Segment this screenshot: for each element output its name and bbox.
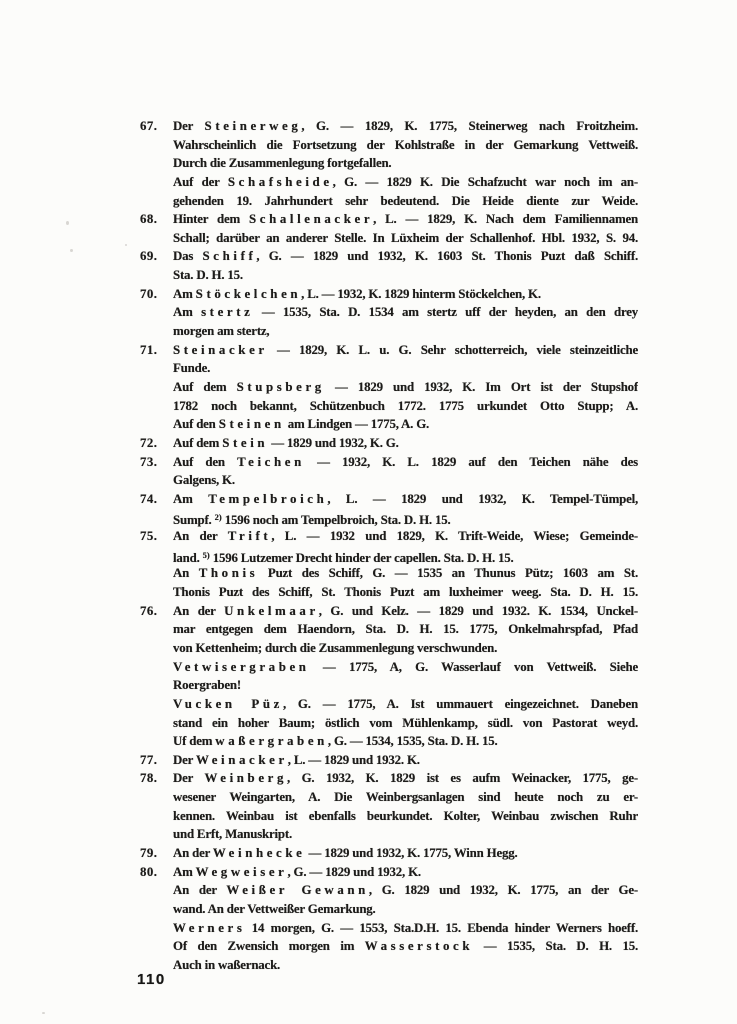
text-line (173, 546, 638, 565)
entry-body (173, 247, 638, 284)
text-segment: Der (173, 752, 196, 767)
text-segment: Sumpf. (173, 513, 215, 528)
text-line (173, 285, 638, 304)
text-segment: am Lindgen — 1775, A. G. (284, 417, 430, 432)
text-segment: land. (173, 550, 203, 565)
text-segment: Hinter dem (173, 212, 250, 227)
text-segment: An der (173, 603, 225, 618)
text-segment: Auch in waßernack. (173, 957, 281, 972)
text-line (173, 583, 638, 602)
text-segment: 14 morgen, G. — 1553, Sta.D.H. 15. Ebenda hinder Werners hoeff. (245, 920, 638, 935)
entry-body (173, 490, 638, 527)
place-name: Stupsberg (236, 379, 325, 394)
entry-body (173, 210, 638, 247)
entry-number: 80. (140, 864, 158, 879)
text-line (173, 415, 638, 434)
entry-number: 75. (140, 529, 158, 544)
place-name: Schallenacker (249, 212, 374, 227)
text-line (173, 937, 638, 956)
scan-speck (66, 221, 69, 225)
entry (140, 341, 638, 434)
text-segment: , L. — 1932, K. 1829 hinterm Stöckelchen, K. (301, 286, 541, 301)
text-segment: stand ein hoher Baum; östlich vom Mühlenkamp, südl. von Pastorat weyd. (173, 715, 638, 730)
entry (140, 117, 638, 210)
text-line (173, 751, 638, 770)
entry-number: 79. (140, 846, 158, 861)
text-segment: — 1829, K. L. u. G. Sehr schotterreich, viele steinzeitliche (267, 342, 638, 357)
text-segment: 1782 noch bekannt, Schützenbuch 1772. 1775 urkundet Otto Stupp; A. (173, 398, 638, 413)
text-segment: kennen. Weinbau ist ebenfalls beurkundet. Kolter, Weinbau zwischen Ruhr (173, 808, 638, 823)
place-name: waßergraben (215, 734, 328, 749)
entry (140, 844, 638, 863)
text-segment: , G. — 1775, A. Ist ummauert eingezeichnet. Daneben (282, 696, 638, 711)
scan-speck (125, 244, 127, 246)
entry (140, 453, 638, 490)
place-name: Vucken Püz (173, 696, 283, 711)
text-segment: Das (173, 249, 203, 264)
text-segment: , L. — 1932 und 1829, K. Trift-Weide, Wiese; Gemeinde- (271, 529, 638, 544)
place-name: Steinerweg (204, 119, 302, 133)
text-line (173, 266, 638, 285)
text-line (173, 620, 638, 639)
entry (140, 490, 638, 527)
entry-body (173, 434, 638, 453)
text-segment: Uf dem (173, 734, 216, 749)
entry (140, 210, 638, 247)
text-line (173, 471, 638, 490)
text-segment: Am (173, 286, 196, 301)
entry (140, 527, 638, 602)
text-segment: — 1775, A, G. Wasserlauf von Vettweiß. Siehe (309, 659, 638, 674)
text-segment: wand. An der Vettweißer Gemarkung. (173, 901, 376, 916)
text-segment: An der (173, 529, 228, 544)
text-segment: von Kettenheim; durch die Zusammenlegung verschwunden. (173, 640, 498, 655)
text-segment: , G. und Kelz. — 1829 und 1932. K. 1534, Unckel- (318, 603, 638, 618)
text-segment: und Erft, Manuskript. (173, 827, 293, 842)
text-line (173, 863, 638, 882)
text-line (173, 303, 638, 322)
text-line (173, 714, 638, 733)
place-name: Werners (173, 920, 246, 935)
text-line (173, 322, 638, 341)
place-name: Weinhecke (212, 846, 306, 861)
entries-list (140, 117, 638, 975)
text-line (173, 434, 638, 453)
text-line (173, 881, 638, 900)
text-segment: Am (173, 491, 209, 506)
entry-body (173, 453, 638, 490)
entry-body (173, 863, 638, 975)
text-segment: Auf den (173, 417, 219, 432)
text-line (173, 192, 638, 211)
text-line (173, 154, 638, 173)
text-line (173, 341, 638, 360)
text-segment: Funde. (173, 361, 211, 376)
place-name: Tempelbroich (208, 491, 328, 506)
text-segment: An der (173, 883, 227, 898)
text-segment: Of den Zwensich morgen im (173, 939, 365, 954)
page-number: 110 (137, 971, 166, 988)
text-line (173, 956, 638, 975)
text-segment: Wahrscheinlich die Fortsetzung der Kohlstraße in der Gemarkung Vettweiß. (173, 137, 638, 152)
text-segment: 1596 noch am Tempelbroich, Sta. D. H. 15. (221, 513, 451, 528)
text-segment: — 1829 und 1932, K. 1775, Winn Hegg. (305, 846, 518, 861)
text-segment: , G. — 1829, K. 1775, Steinerweg nach Froitzheim. (301, 119, 638, 133)
text-segment: , G. — 1829 und 1932, K. 1603 St. Thonis Puzt daß Schiff. (256, 249, 638, 264)
text-segment: Roergraben! (173, 678, 241, 693)
text-segment: Schall; darüber an anderer Stelle. In Lüxheim der Schallenhof. Hbl. 1932, S. 94. (173, 230, 638, 245)
entry (140, 285, 638, 341)
place-name: Weinberg (204, 771, 288, 786)
place-name: Teichen (237, 454, 305, 469)
text-segment: , G. 1932, K. 1829 ist es aufm Weinacker, 1775, ge- (287, 771, 638, 786)
text-segment: , L. — 1829 und 1932. K. (287, 752, 420, 767)
entry-number: 78. (140, 771, 158, 786)
place-name: Wasserstock (364, 939, 474, 954)
entry-body (173, 769, 638, 844)
entry-number: 70. (140, 286, 158, 301)
text-line (173, 173, 638, 192)
text-line (173, 508, 638, 527)
text-segment: Am (173, 305, 202, 320)
text-line (173, 900, 638, 919)
text-line (173, 378, 638, 397)
text-line (173, 844, 638, 863)
text-segment: — 1535, Sta. D. H. 15. (473, 939, 638, 954)
entry-number: 71. (140, 342, 158, 357)
text-segment: mar entgegen dem Haendorn, Sta. D. H. 15. 1775, Onkelmahrspfad, Pfad (173, 622, 638, 637)
text-segment: , L. — 1829 und 1932, K. Tempel-Tümpel, (327, 491, 638, 506)
text-segment: An der (173, 846, 213, 861)
text-segment: Auf dem (173, 435, 223, 450)
place-name: Stöckelchen (195, 286, 302, 301)
entry-body (173, 844, 638, 863)
text-segment: Thonis Puzt des Schiff, St. Thonis Puzt am luxheimer weeg. Sta. D. H. 15. (173, 585, 638, 600)
text-line (173, 527, 638, 546)
text-line (173, 769, 638, 788)
text-segment: Auf den (173, 454, 238, 469)
text-segment: , G. — 1829 K. Die Schafzucht war noch im an- (332, 174, 638, 189)
entry-body (173, 285, 638, 341)
text-segment: gehenden 19. Jahrhundert sehr bedeutend. Die Heide diente zur Weide. (173, 193, 638, 208)
text-segment: Puzt des Schiff, G. — 1535 an Thunus Pütz; 1603 am St. (258, 566, 638, 581)
place-name: Schafsheide (227, 174, 333, 189)
text-line (173, 359, 638, 378)
text-line (173, 732, 638, 751)
text-line (173, 919, 638, 938)
scan-speck (70, 249, 73, 252)
entry (140, 751, 638, 770)
entry-body (173, 602, 638, 751)
text-segment: Der (173, 771, 205, 786)
text-segment: , L. — 1829, K. Nach dem Familiennamen (373, 212, 638, 227)
entry-number: 68. (140, 212, 158, 227)
entry-number: 67. (140, 119, 158, 133)
text-line (173, 210, 638, 229)
text-segment: — 1829 und 1932, K. G. (268, 435, 399, 450)
entry-number: 69. (140, 249, 158, 264)
entry (140, 769, 638, 844)
text-segment: Galgens, K. (173, 473, 235, 488)
place-name: Wegweiser (195, 864, 288, 879)
text-segment: Am (173, 864, 196, 879)
text-segment: — 1535, Sta. D. 1534 am stertz uff der heyden, an den drey (253, 305, 638, 320)
text-segment: , G. — 1534, 1535, Sta. D. H. 15. (327, 734, 498, 749)
text-line (173, 602, 638, 621)
text-segment: Auf dem (173, 379, 237, 394)
entry-body (173, 117, 638, 210)
text-line (173, 564, 638, 583)
text-line (173, 117, 638, 136)
text-line (173, 788, 638, 807)
text-segment: Der (173, 119, 205, 133)
text-segment: An (173, 566, 199, 581)
entry-number: 73. (140, 454, 158, 469)
text-line (173, 229, 638, 248)
entry-number: 74. (140, 491, 158, 506)
text-line (173, 453, 638, 472)
scan-speck (42, 1012, 45, 1014)
text-segment: , G. 1829 und 1932, K. 1775, an der Ge- (368, 883, 638, 898)
entry-body (173, 527, 638, 602)
entry-number: 77. (140, 752, 158, 767)
place-name: Schiff (202, 249, 257, 264)
text-segment: Auf der (173, 174, 228, 189)
place-name: Weißer Gewann (226, 883, 369, 898)
text-segment: , G. — 1829 und 1932, K. (287, 864, 421, 879)
text-line (173, 247, 638, 266)
text-line (173, 397, 638, 416)
entry-number: 72. (140, 435, 158, 450)
entry-body (173, 341, 638, 434)
place-name: Thonis (198, 566, 259, 581)
entry (140, 247, 638, 284)
place-name: Steinacker (173, 342, 268, 357)
entry-body (173, 751, 638, 770)
place-name: Trift (227, 529, 272, 544)
entry-number: 76. (140, 603, 158, 618)
place-name: Unkelmaar (224, 603, 319, 618)
entry (140, 602, 638, 751)
text-segment: Durch die Zusammenlegung fortgefallen. (173, 156, 392, 171)
entry (140, 863, 638, 975)
text-segment: wesener Weingarten, A. Die Weinbergsanlagen sind heute noch zu er- (173, 790, 638, 805)
footnote-ref: 2) (214, 512, 222, 523)
footnote-ref: 5) (202, 549, 210, 560)
text-line (173, 490, 638, 509)
text-line (173, 639, 638, 658)
place-name: Steinen (218, 417, 285, 432)
text-segment: morgen am stertz, (173, 324, 270, 339)
text-segment: Sta. D. H. 15. (173, 268, 243, 283)
text-segment: — 1932, K. L. 1829 auf den Teichen nähe des (304, 454, 638, 469)
place-name: Vetwisergraben (173, 659, 310, 674)
place-name: Stein (222, 435, 269, 450)
entry (140, 434, 638, 453)
text-line (173, 807, 638, 826)
text-line (173, 658, 638, 677)
place-name: Weinacker (195, 752, 288, 767)
text-line (173, 695, 638, 714)
text-line (173, 136, 638, 155)
text-segment: — 1829 und 1932, K. Im Ort ist der Stupshof (324, 379, 638, 394)
text-line (173, 676, 638, 695)
place-name: stertz (201, 305, 254, 320)
text-line (173, 825, 638, 844)
text-segment: 1596 Lutzemer Drecht hinder der capellen. Sta. D. H. 15. (209, 550, 514, 565)
